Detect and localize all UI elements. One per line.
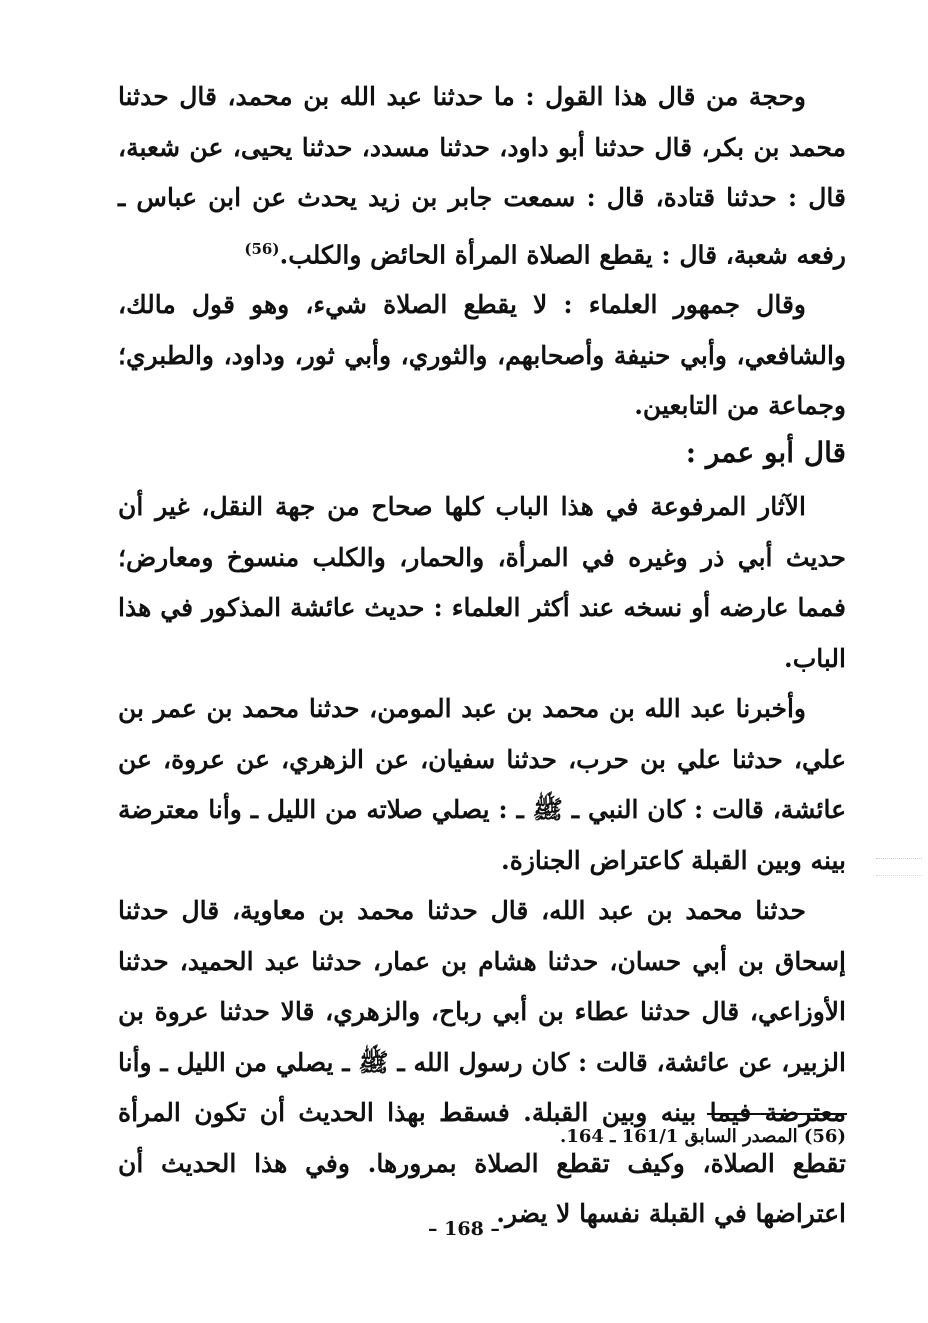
page-number: – 168 – [428,1218,500,1240]
paragraph-jumhur: وقال جمهور العلماء : لا يقطع الصلاة شيء، وهو قول مالك، والشافعي، وأبي حنيفة وأصحابهم، والثوري، وأبي ثور، وداود، والطبري؛ وجماعة من التابعين. [118,290,846,421]
paragraph-haddathana: حدثنا محمد بن عبد الله، قال حدثنا محمد بن معاوية، قال حدثنا إسحاق بن أبي حسان، حدثنا هشام بن عمار، حدثنا عبد الحميد، حدثنا الأوزاعي، قال حدثنا عطاء بن أبي رباح، والزهري، قالا حدثنا عروة بن الزبير، عن عائشة، قالت : كان رسول الله ـ ﷺ ـ يصلي من الليل ـ وأنا معترضة فيما بينه وبين القبلة. فسقط بهذا الحديث أن تكون المرأة تقطع الصلاة، وكيف تقطع الصلاة بمرورها. وفي هذا الحديث أن اعتراضها في القبلة نفسها لا يضر. [118,896,846,1228]
scan-speck [876,858,922,876]
section-heading: قال أبو عمر : [685,436,846,469]
paragraph-akhbarana: وأخبرنا عبد الله بن محمد بن عبد المومن، حدثنا محمد بن عمر بن علي، حدثنا علي بن حرب، حدثنا سفيان، عن الزهري، عن عروة، عن عائشة، قالت : كان النبي ـ ﷺ ـ : يصلي صلاته من الليل ـ وأنا معترضة بينه وبين القبلة كاعتراض الجنازة. [118,694,846,875]
footnote-divider [707,1113,847,1115]
text-block-top [118,72,846,432]
paragraph-hujja-text: وحجة من قال هذا القول : ما حدثنا عبد الله بن محمد، قال حدثنا محمد بن بكر، قال حدثنا أبو داود، حدثنا مسدد، حدثنا يحيى، عن شعبة، قال : حدثنا قتادة، قال : سمعت جابر بن زيد يحدث عن ابن عباس ـ رفعه شعبة، قال : يقطع الصلاة المرأة الحائض والكلب. [118,82,846,269]
paragraph-hujja [118,72,846,280]
footnote-text: (56) المصدر السابق 161/1 ـ 164. [560,1126,846,1147]
footnote-marker: (56) [244,239,280,258]
paragraph-athar: الآثار المرفوعة في هذا الباب كلها صحاح من جهة النقل، غير أن حديث أبي ذر وغيره في المرأة، والحمار، والكلب منسوخ ومعارض؛ فمما عارضه أو نسخه عند أكثر العلماء : حديث عائشة المذكور في هذا الباب. [118,492,846,673]
